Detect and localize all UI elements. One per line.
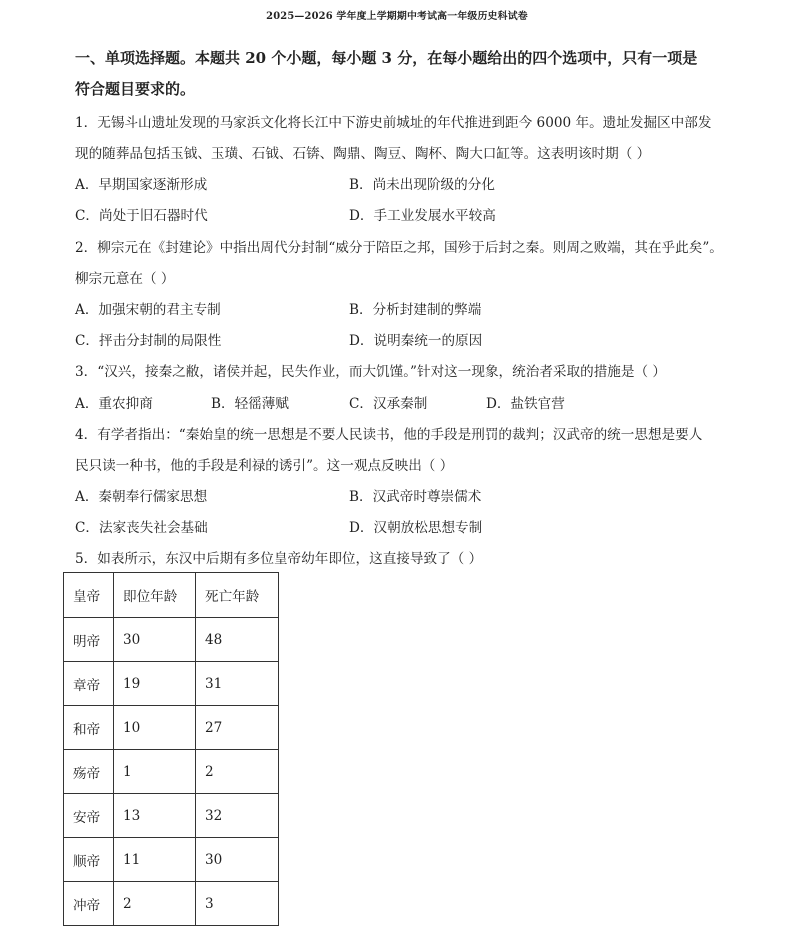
table-row	[64, 838, 279, 882]
question-1-option-c[interactable]: C．尚处于旧石器时代	[75, 208, 208, 224]
question-2-option-a[interactable]: A．加强宋朝的君主专制	[75, 302, 221, 318]
table-header-cell: 即位年龄	[114, 573, 196, 618]
table-cell: 顺帝	[64, 838, 114, 882]
table-cell: 13	[114, 794, 196, 838]
table-header-row	[64, 573, 279, 618]
question-1-option-b[interactable]: B．尚未出现阶级的分化	[349, 177, 495, 193]
table-cell: 1	[114, 750, 196, 794]
exam-title: 2025—2026 学年度上学期期中考试高一年级历史科试卷	[266, 11, 528, 22]
question-1-option-a[interactable]: A．早期国家逐渐形成	[75, 177, 208, 193]
table-header-cell: 皇帝	[64, 573, 114, 618]
question-4-option-c[interactable]: C．法家丧失社会基础	[75, 520, 208, 536]
table-cell: 2	[196, 750, 279, 794]
emperor-age-table	[63, 572, 279, 926]
question-2-stem-line-1: 2．柳宗元在《封建论》中指出周代分封制“威分于陪臣之邦，国殄于后封之秦。则周之败端，其在乎此矣”。	[75, 240, 723, 256]
question-3-stem-line-1: 3．“汉兴，接秦之敝，诸侯并起，民失作业，而大饥馑。”针对这一现象，统治者采取的措施是（ ）	[75, 364, 667, 380]
table-cell: 32	[196, 794, 279, 838]
question-5-stem-line-1: 5．如表所示，东汉中后期有多位皇帝幼年即位，这直接导致了（ ）	[75, 551, 483, 567]
table-row	[64, 882, 279, 926]
question-4-option-d[interactable]: D．汉朝放松思想专制	[349, 520, 483, 536]
table-cell: 殇帝	[64, 750, 114, 794]
table-row	[64, 618, 279, 662]
question-1-option-d[interactable]: D．手工业发展水平较高	[349, 208, 496, 224]
question-4-option-a[interactable]: A．秦朝奉行儒家思想	[75, 489, 208, 505]
table-row	[64, 750, 279, 794]
question-3-option-a[interactable]: A．重农抑商	[75, 396, 153, 412]
table-cell: 安帝	[64, 794, 114, 838]
table-cell: 和帝	[64, 706, 114, 750]
table-row	[64, 706, 279, 750]
question-2-stem-line-2: 柳宗元意在（ ）	[75, 271, 175, 287]
question-4-stem-line-2: 民只读一种书，他的手段是利禄的诱引”。这一观点反映出（ ）	[75, 458, 454, 474]
table-cell: 明帝	[64, 618, 114, 662]
table-header-cell: 死亡年龄	[196, 573, 279, 618]
table-cell: 31	[196, 662, 279, 706]
question-1-stem-line-1: 1．无锡斗山遗址发现的马家浜文化将长江中下游史前城址的年代推进到距今 6000 年。遗址发掘区中部发	[75, 115, 712, 131]
table-cell: 11	[114, 838, 196, 882]
table-row	[64, 662, 279, 706]
table-cell: 冲帝	[64, 882, 114, 926]
table-cell: 章帝	[64, 662, 114, 706]
table-cell: 3	[196, 882, 279, 926]
question-3-option-b[interactable]: B．轻徭薄赋	[211, 396, 289, 412]
table-cell: 19	[114, 662, 196, 706]
question-2-option-d[interactable]: D．说明秦统一的原因	[349, 333, 483, 349]
question-2-option-c[interactable]: C．抨击分封制的局限性	[75, 333, 222, 349]
question-3-option-c[interactable]: C．汉承秦制	[349, 396, 428, 412]
table-row	[64, 794, 279, 838]
table-cell: 30	[114, 618, 196, 662]
question-2-option-b[interactable]: B．分析封建制的弊端	[349, 302, 482, 318]
table-cell: 10	[114, 706, 196, 750]
question-3-option-d[interactable]: D．盐铁官营	[486, 396, 565, 412]
question-1-stem-line-2: 现的随葬品包括玉钺、玉璜、石钺、石锛、陶鼎、陶豆、陶杯、陶大口缸等。这表明该时期（ ）	[75, 146, 651, 162]
table-cell: 2	[114, 882, 196, 926]
section-heading-line-2: 符合题目要求的。	[75, 80, 196, 98]
question-4-stem-line-1: 4．有学者指出：“秦始皇的统一思想是不要人民读书，他的手段是刑罚的裁判；汉武帝的统一思想是要人	[75, 427, 703, 443]
table-cell: 30	[196, 838, 279, 882]
section-heading-line-1: 一、单项选择题。本题共 20 个小题，每小题 3 分，在每小题给出的四个选项中，只有一项是	[75, 49, 698, 67]
question-4-option-b[interactable]: B．汉武帝时尊崇儒术	[349, 489, 482, 505]
table-cell: 27	[196, 706, 279, 750]
table-cell: 48	[196, 618, 279, 662]
